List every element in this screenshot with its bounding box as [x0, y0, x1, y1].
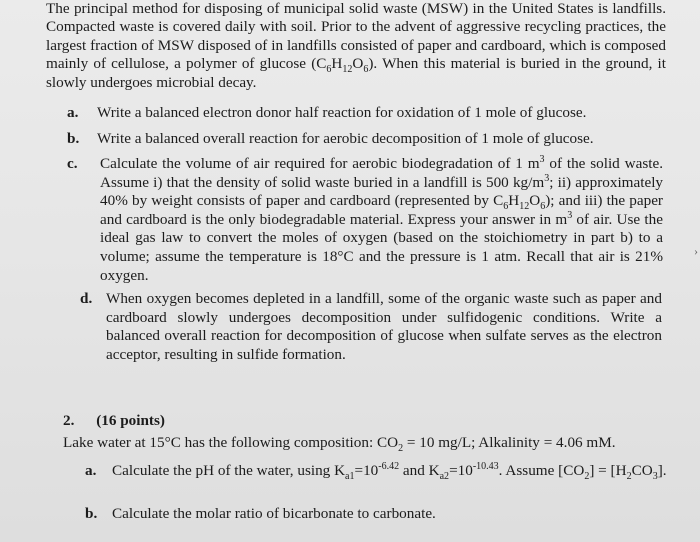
question-2-header	[63, 412, 663, 430]
question-2b-marker: b.	[85, 505, 98, 522]
intro-text-pre: The principal method for disposing of municipal solid waste (MSW) in the United States is landfills. Compacted waste is covered daily with soil. Prior to the advent of aggressive recycling practices, the largest fraction of MSW disposed of in landfills consisted of paper and cardboard, which is composed mainly of cellulose, a polymer of glucose (C	[46, 0, 666, 73]
question-1b-marker: b.	[67, 130, 80, 147]
intro-h: H	[331, 55, 343, 73]
question-2a-text	[112, 462, 667, 481]
q2a-t3: and K	[399, 462, 440, 479]
intro-paragraph	[46, 0, 666, 92]
question-1b-text: Write a balanced overall reaction for aerobic decomposition of 1 mole of glucose.	[97, 130, 594, 147]
q2-intro-pre: Lake water at 15°C has the following composition: CO	[63, 434, 399, 451]
q1c-t3: ; ii) approximately 40% by weight consists of paper and cardboard (represented by C	[100, 173, 664, 210]
q1c-t5: of air. Use the ideal gas law to convert the moles of oxygen (based on the stoichiometry in part b) to a volume; assume the temperature is 18°C and the pressure is 1 atm. Recall that air is 21% oxygen.	[100, 210, 663, 284]
q1c-o: O	[529, 192, 541, 210]
q1c-h: H	[508, 192, 520, 210]
intro-sub-12: 12	[342, 64, 353, 76]
question-1a-text: Write a balanced electron donor half reaction for oxidation of 1 mole of glucose.	[97, 104, 587, 121]
question-1a-marker: a.	[67, 104, 79, 121]
q2-intro-sub: 2	[398, 443, 404, 455]
q2a-t8: ].	[657, 462, 667, 479]
q2a-s3: 3	[652, 471, 658, 483]
intro-text-post: ). When this material is buried in the ground, it slowly undergoes microbial decay.	[46, 55, 666, 91]
question-2-points: (16 points)	[96, 412, 165, 429]
question-1d-text: When oxygen becomes depleted in a landfill, some of the organic waste such as paper and cardboard slowly undergoes decomposition under sulfidogenic conditions. Write a balanced overall reaction for decomposition of glucose when sulfate serves as the electron acceptor, resulting in sulfide formation.	[106, 290, 662, 363]
q1c-s2: 12	[519, 201, 530, 213]
question-2-intro	[63, 434, 683, 455]
question-1c-marker: c.	[67, 155, 78, 172]
q2a-ka1: a1	[345, 471, 355, 483]
question-2b-text: Calculate the molar ratio of bicarbonate to carbonate.	[112, 505, 436, 522]
q1c-sup2: 3	[544, 172, 550, 184]
q2a-t6: ] = [H	[589, 462, 627, 479]
question-2a-marker: a.	[85, 462, 97, 479]
q2a-t7: CO	[631, 462, 653, 479]
q1c-s1: 6	[503, 201, 509, 213]
q2a-ka2: a2	[439, 471, 450, 483]
q2a-e2: -10.43	[472, 460, 499, 472]
chevron-right-icon: ›	[694, 244, 698, 258]
q1c-s3: 6	[540, 201, 546, 213]
intro-sub-6b: 6	[363, 64, 369, 76]
q1c-t4: ); and iii) the paper and cardboard is the only biodegradable material. Express your answer in m	[100, 192, 663, 228]
q1c-sup3: 3	[567, 209, 573, 221]
q1c-sup1: 3	[539, 153, 545, 165]
q2a-s2: 2	[626, 471, 632, 483]
q2a-t1: Calculate the pH of the water, using K	[112, 462, 346, 479]
q2a-e1: -6.42	[378, 460, 400, 472]
q2a-t2: =10	[354, 462, 379, 479]
intro-o: O	[352, 55, 364, 73]
question-1c-text	[100, 155, 663, 285]
intro-sub-6: 6	[326, 64, 332, 76]
q2a-s1: 2	[584, 471, 590, 483]
q2a-t5: . Assume [CO	[498, 462, 585, 479]
q2-intro-post: = 10 mg/L; Alkalinity = 4.06 mM.	[403, 434, 616, 451]
q1c-t2: of the solid waste. Assume i) that the density of solid waste buried in a landfill is 500 kg/m	[100, 155, 663, 191]
question-2-number: 2.	[63, 412, 75, 429]
q2a-t4: =10	[449, 462, 473, 479]
q1c-t1: Calculate the volume of air required for aerobic biodegradation of 1 m	[100, 155, 540, 172]
question-1d-marker: d.	[80, 290, 93, 307]
